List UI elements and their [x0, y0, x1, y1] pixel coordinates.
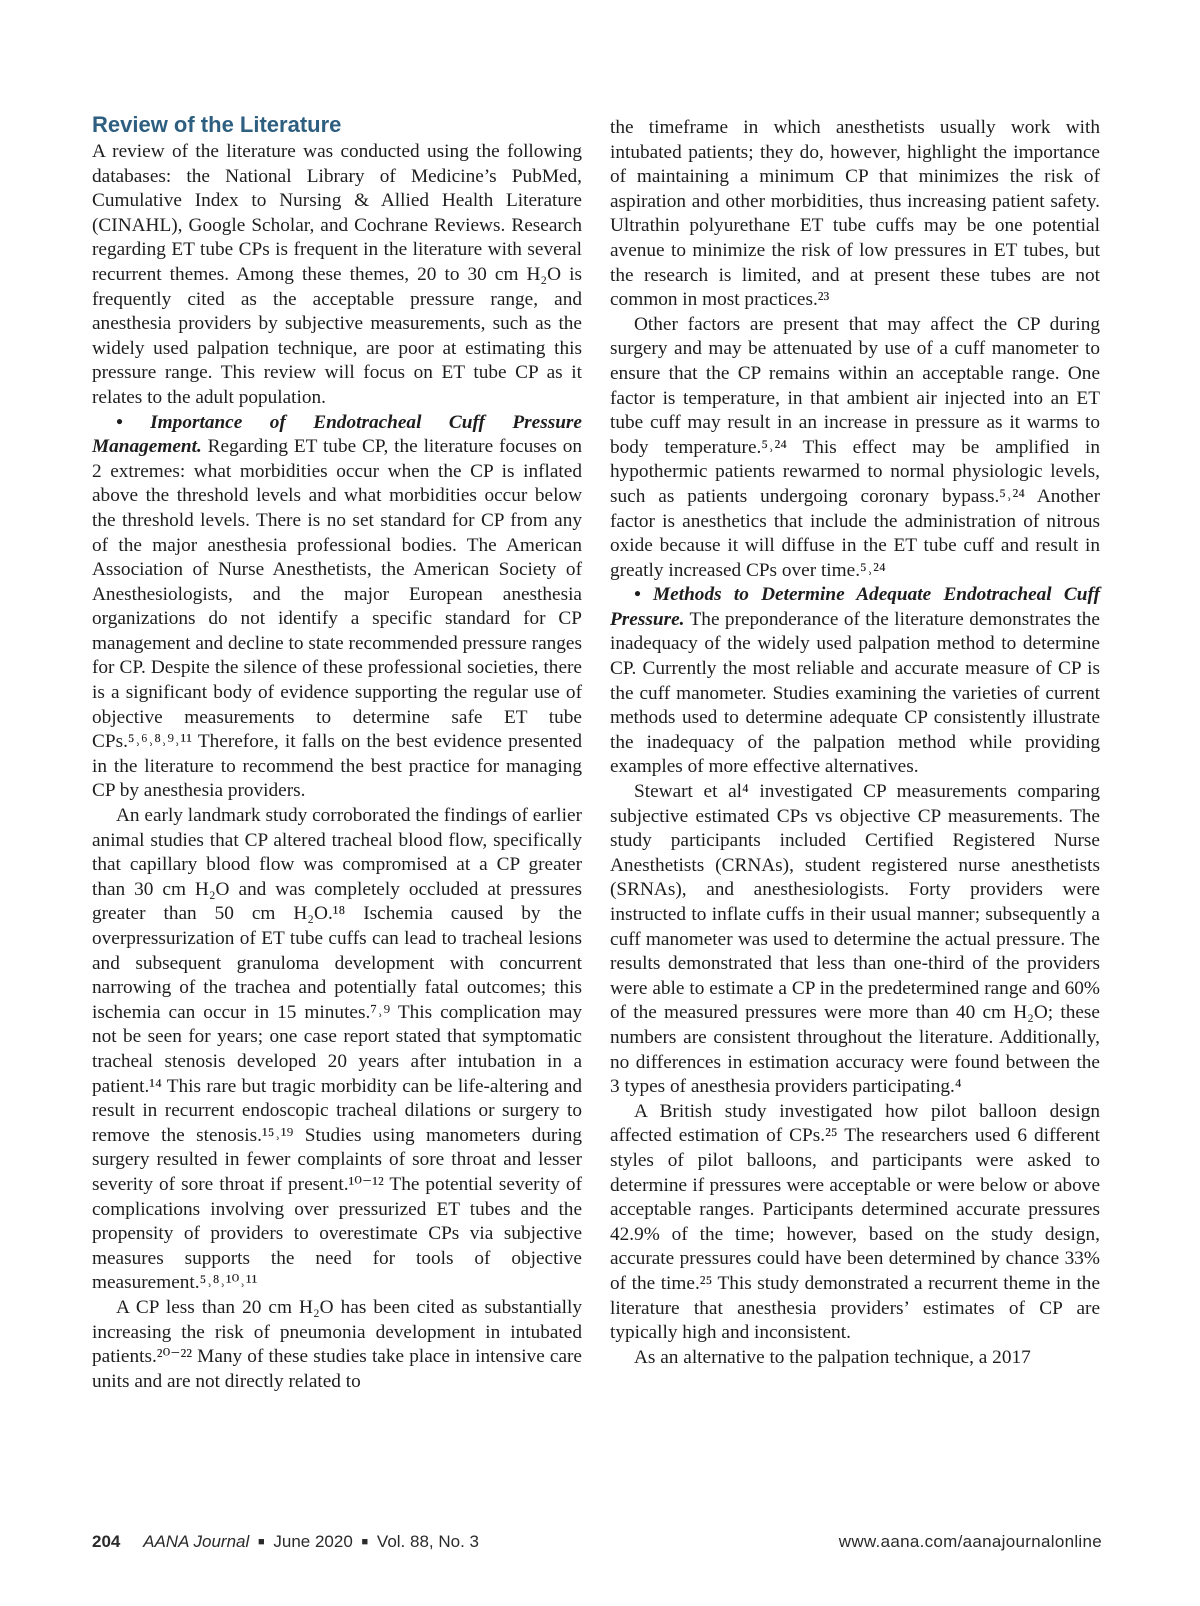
journal-name: AANA Journal	[143, 1532, 250, 1551]
section-heading: Review of the Literature	[92, 112, 342, 137]
subheading: • Methods to Determine Adequate Endotracheal Cuff Pressure.	[610, 584, 1100, 630]
paragraph: Stewart et al⁴ investigated CP measurements comparing subjective estimated CPs vs objective CP measurements. The study participants included Certified Registered Nurse Anesthetists (CRNAs), student registered nurse anesthetists (SRNAs), and anesthesiologists. Forty providers were instructed to inflate cuffs in their usual manner; subsequently a cuff manometer was used to determine the actual pressure. The results demonstrated that less than one-third of the providers were able to estimate a CP in the predetermined range and 60% of the measured pressures were more than 40 cm H₂O; these numbers are consistent throughout the literature. Additionally, no differences in estimation accuracy were found between the 3 types of anesthesia providers participating.⁴	[610, 781, 1100, 1098]
volume-info: Vol. 88, No. 3	[376, 1532, 479, 1551]
paragraph: A CP less than 20 cm H₂O has been cited as substantially increasing the risk of pneumonia development in intubated patients.²⁰⁻²² Many of these studies take place in intensive care units and are not directly related to	[92, 1296, 582, 1392]
paragraph-body: Regarding ET tube CP, the literature focuses on 2 extremes: what morbidities occur when the CP is inflated above the threshold levels and what morbidities occur below the threshold levels. There is no set standard for CP from any of the major anesthesia professional bodies. The American Association of Nurse Anesthetists, the American Society of Anesthesiologists, and the major European anesthesia organizations do not identify a specific standard for CP management and decline to state recommended pressure ranges for CP. Despite the silence of these professional societies, there is a significant body of evidence supporting the regular use of objective measurements to determine safe ET tube CPs.⁵˒⁶˒⁸˒⁹˒¹¹ Therefore, it falls on the best evidence presented in the literature to recommend the best practice for managing CP by anesthesia providers.	[92, 436, 582, 802]
paragraph-body: The preponderance of the literature demonstrates the inadequacy of the widely used palpation method to determine CP. Currently the most reliable and accurate measure of CP is the cuff manometer. Studies examining the varieties of current methods used to determine adequate CP consistently illustrate the inadequacy of the palpation method while providing examples of more effective alternatives.	[610, 608, 1100, 778]
paragraph: A British study investigated how pilot balloon design affected estimation of CPs.²⁵ The researchers used 6 different styles of pilot balloons, and participants were asked to determine if pressures were acceptable or were below or above acceptable ranges. Participants determined accurate pressures 42.9% of the time; however, based on the study design, accurate pressures could have been determined by chance 33% of the time.²⁵ This study demonstrated a recurrent theme in the literature that anesthesia providers’ estimates of CP are typically high and inconsistent.	[610, 1100, 1100, 1344]
paragraph	[92, 411, 582, 805]
left-column	[92, 112, 582, 1394]
separator-icon: ■	[258, 1536, 265, 1548]
issue-date: June 2020	[273, 1532, 353, 1551]
separator-icon: ■	[361, 1536, 369, 1548]
journal-url: www.aana.com/aanajournalonline	[838, 1532, 1102, 1551]
page-number: 204	[92, 1532, 121, 1551]
paragraph: An early landmark study corroborated the findings of earlier animal studies that CP altered tracheal blood flow, specifically that capillary blood flow was compromised at a CP greater than 30 cm H₂O and was completely occluded at pressures greater than 50 cm H₂O.¹⁸ Ischemia caused by the overpressurization of ET tube cuffs can lead to tracheal lesions and subsequent granuloma development with concurrent narrowing of the trachea and potentially fatal outcomes; this ischemia can occur in 15 minutes.⁷˒⁹ This complication may not be seen for years; one case report stated that symptomatic tracheal stenosis developed 20 years after intubation in a patient.¹⁴ This rare but tragic morbidity can be life-altering and result in recurrent endoscopic tracheal dilations or surgery to remove the stenosis.¹⁵˒¹⁹ Studies using manometers during surgery resulted in fewer complaints of sore throat and lesser severity of sore throat if present.¹⁰⁻¹² The potential severity of complications involving over pressurized ET tubes and the propensity of providers to overestimate CPs via subjective measures supports the need for tools of objective measurement.⁵˒⁸˒¹⁰˒¹¹	[92, 805, 582, 1294]
right-column	[610, 116, 1100, 1370]
subheading: • Importance of Endotracheal Cuff Pressure Management.	[92, 411, 582, 458]
paragraph	[610, 583, 1100, 780]
paragraph: Other factors are present that may affect the CP during surgery and may be attenuated by use of a cuff manometer to ensure that the CP remains within an acceptable range. One factor is temperature, in that ambient air injected into an ET tube cuff may result in an increase in pressure as it warms to body temperature.⁵˒²⁴ This effect may be amplified in hypothermic patients rewarmed to normal physiologic levels, such as patients undergoing coronary bypass.⁵˒²⁴ Another factor is anesthetics that include the administration of nitrous oxide because it will diffuse in the ET tube cuff and result in greatly increased CPs over time.⁵˒²⁴	[610, 313, 1100, 581]
paragraph: As an alternative to the palpation technique, a 2017	[634, 1346, 1031, 1368]
paragraph: the timeframe in which anesthetists usually work with intubated patients; they do, however, highlight the importance of maintaining a minimum CP that minimizes the risk of aspiration and other morbidities, thus increasing patient safety. Ultrathin polyurethane ET tube cuffs may be one potential avenue to minimize the risk of low pressures in ET tubes, but the research is limited, and at present these tubes are not common in most practices.²³	[610, 117, 1100, 311]
page-footer	[92, 1532, 1102, 1556]
paragraph: A review of the literature was conducted using the following databases: the National Library of Medicine’s PubMed, Cumulative Index to Nursing & Allied Health Literature (CINAHL), Google Scholar, and Cochrane Reviews. Research regarding ET tube CPs is frequent in the literature with several recurrent themes. Among these themes, 20 to 30 cm H₂O is frequently cited as the acceptable pressure range, and anesthesia providers by subjective measurements, such as the widely used palpation technique, are poor at estimating this pressure range. This review will focus on ET tube CP as it relates to the adult population.	[92, 141, 582, 408]
